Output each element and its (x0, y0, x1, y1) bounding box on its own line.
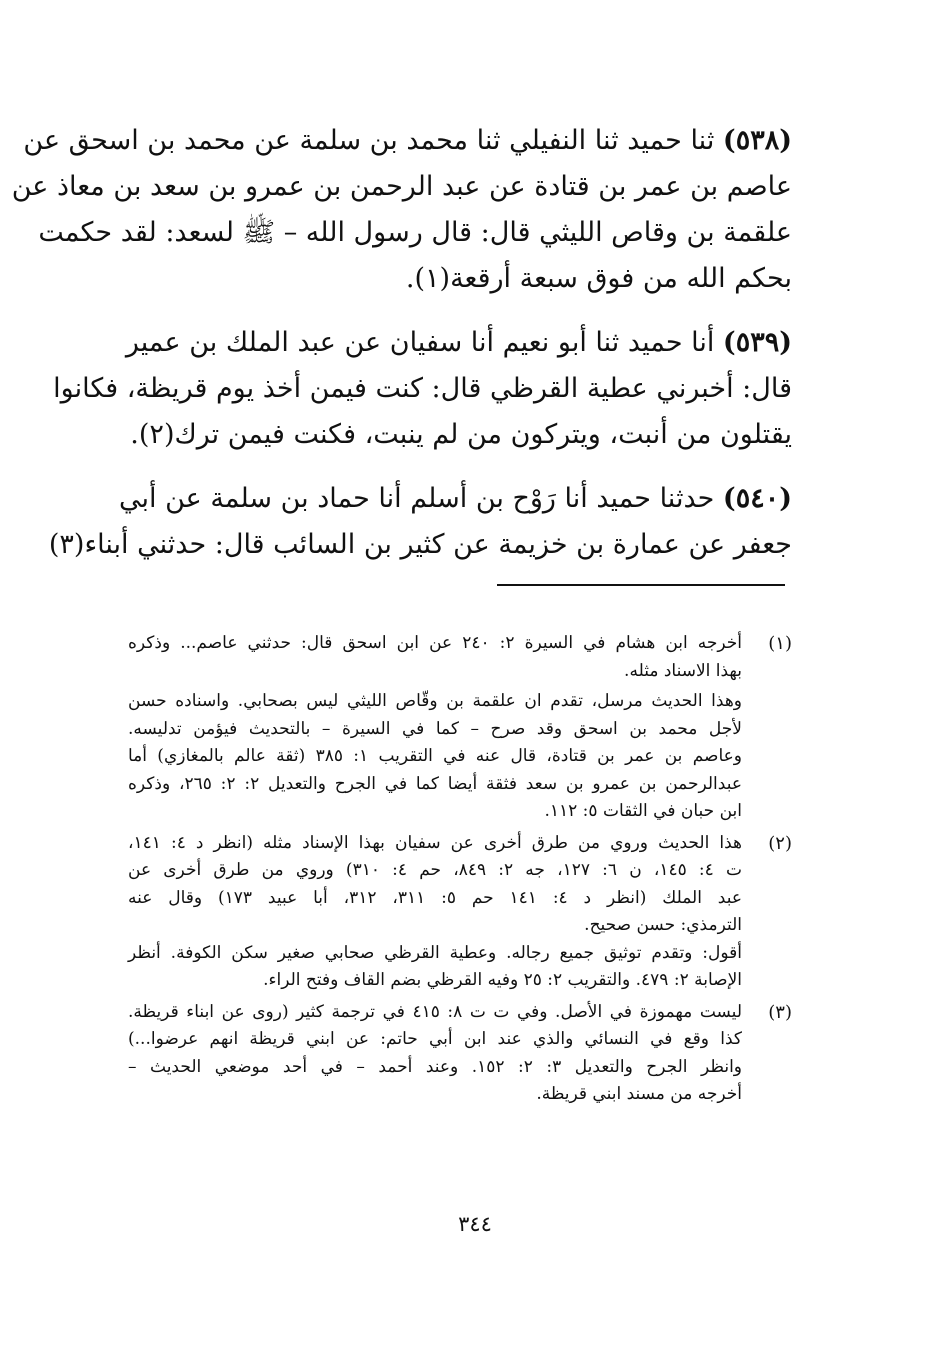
text-line: بحكم الله من فوق سبعة أرقعة(١). (405, 263, 792, 294)
footnote-line: لأجل محمد بن اسحق وقد صرح – كما في السيرة – بالتحديث فيؤمن تدليسه. (128, 718, 742, 739)
footnote-body (128, 830, 742, 995)
footnote-line: وعاصم بن عمر بن قتادة، قال عنه في التقريب ١: ٣٨٥ (ثقة عالم بالمغازي) أما (128, 746, 742, 766)
hadith-number: (٥٤٠) (722, 483, 792, 514)
footnote-line: عبد الملك (انظر د ٤: ١٤١ حم ٥: ٣١١، ٣١٢، أبا عبيد ١٧٣) وقال عنه (128, 887, 743, 908)
footnote-line: وهذا الحديث مرسل، تقدم ان علقمة بن وقّاص الليثي ليس بصحابي. واسناده حسن (128, 691, 742, 711)
hadith-540 (48, 476, 792, 568)
page-number: ٣٤٤ (458, 1212, 492, 1236)
footnote-mark: (١) (768, 633, 792, 654)
text-line: قال: أخبرني عطية القرظي قال: كنت فيمن أخذ يوم قريظة، فكانوا (53, 373, 792, 404)
footnote-body (128, 630, 742, 826)
footnote-line: بهذا الاسناد مثله. (624, 660, 742, 681)
footnote-body (128, 999, 742, 1109)
text-line: عاصم بن عمر بن قتادة عن عبد الرحمن بن عمرو بن سعد بن معاذ عن (11, 171, 792, 202)
footnotes (128, 630, 792, 1113)
text-line: (٥٣٩) أنا حميد ثنا أبو نعيم أنا سفيان عن عبد الملك بن عمير (125, 327, 792, 358)
footnote-line: أخرجه ابن هشام في السيرة ٢: ٢٤٠ عن ابن اسحق قال: حدثني عاصم... وذكره (128, 633, 742, 653)
footnote-3 (128, 999, 792, 1109)
hadith-539 (53, 320, 792, 458)
footnote-mark: (٢) (768, 832, 792, 854)
hadith-538 (11, 118, 792, 302)
footnote-line: الترمذي: حسن صحيح. (584, 915, 742, 935)
footnote-2 (128, 830, 792, 995)
hadith-number: (٥٣٩) (722, 327, 792, 358)
footnote-line: الإصابة ٢: ٤٧٩. والتقريب ٢: ٢٥ وفيه القرظي بضم القاف وفتح الراء. (263, 970, 742, 990)
text-line: جعفر عن عمارة بن خزيمة عن كثير بن السائب قال: حدثني أبناء(٣) (48, 529, 792, 560)
footnote-mark: (٣) (768, 1001, 792, 1023)
footnote-line: هذا الحديث وروي من طرق أخرى عن سفيان بهذا الإسناد مثله (انظر د ٤: ١٤١، (128, 832, 742, 853)
text-line: يقتلون من أنبت، ويتركون من لم ينبت، فكنت فيمن ترك(٢). (130, 419, 792, 450)
text-line: علقمة بن وقاص الليثي قال: قال رسول الله – ﷺ لسعد: لقد حكمت (38, 217, 792, 248)
text-line: (٥٤٠) حدثنا حميد أنا رَوْح بن أسلم أنا حماد بن سلمة عن أبي (119, 483, 792, 514)
footnote-separator (497, 584, 785, 586)
text-line: (٥٣٨) ثنا حميد ثنا النفيلي ثنا محمد بن سلمة عن محمد بن اسحق عن (23, 125, 792, 156)
footnote-line: ت ٤: ١٤٥، ن ٦: ١٢٧، جه ٢: ٨٤٩، حم ٤: ٣١٠) وروي من طرق أخرى عن (128, 860, 742, 880)
footnote-line: ابن حبان في الثقات ٥: ١١٢. (544, 801, 742, 821)
footnote-1 (128, 630, 792, 826)
footnote-line: وانظر الجرح والتعديل ٣: ٢: ١٥٢. وعند أحمد – في أحد موضعي الحديث – (128, 1056, 742, 1077)
footnote-line: أقول: وتقدم توثيق جميع رجاله. وعطية القرظي صحابي صغير سكن الكوفة. أنظر (128, 942, 742, 963)
footnote-line: ليست مهموزة في الأصل. وفي ت ت ٨: ٤١٥ في ترجمة كثير (روى عن ابناء قريظة. (128, 1001, 742, 1022)
main-text (11, 118, 792, 586)
footnote-line: أخرجه من مسند ابني قريظة. (536, 1084, 742, 1104)
footnote-line: كذا وقع في النسائي والذي عند ابن أبي حاتم: عن ابني قريظة انهم عرضوا...) (128, 1029, 742, 1049)
footnote-line: عبدالرحمن بن عمرو بن سعد فثقة أيضا كما في الجرح والتعديل ٢: ٢: ٢٦٥، وذكره (128, 773, 742, 794)
hadith-number: (٥٣٨) (722, 125, 792, 156)
